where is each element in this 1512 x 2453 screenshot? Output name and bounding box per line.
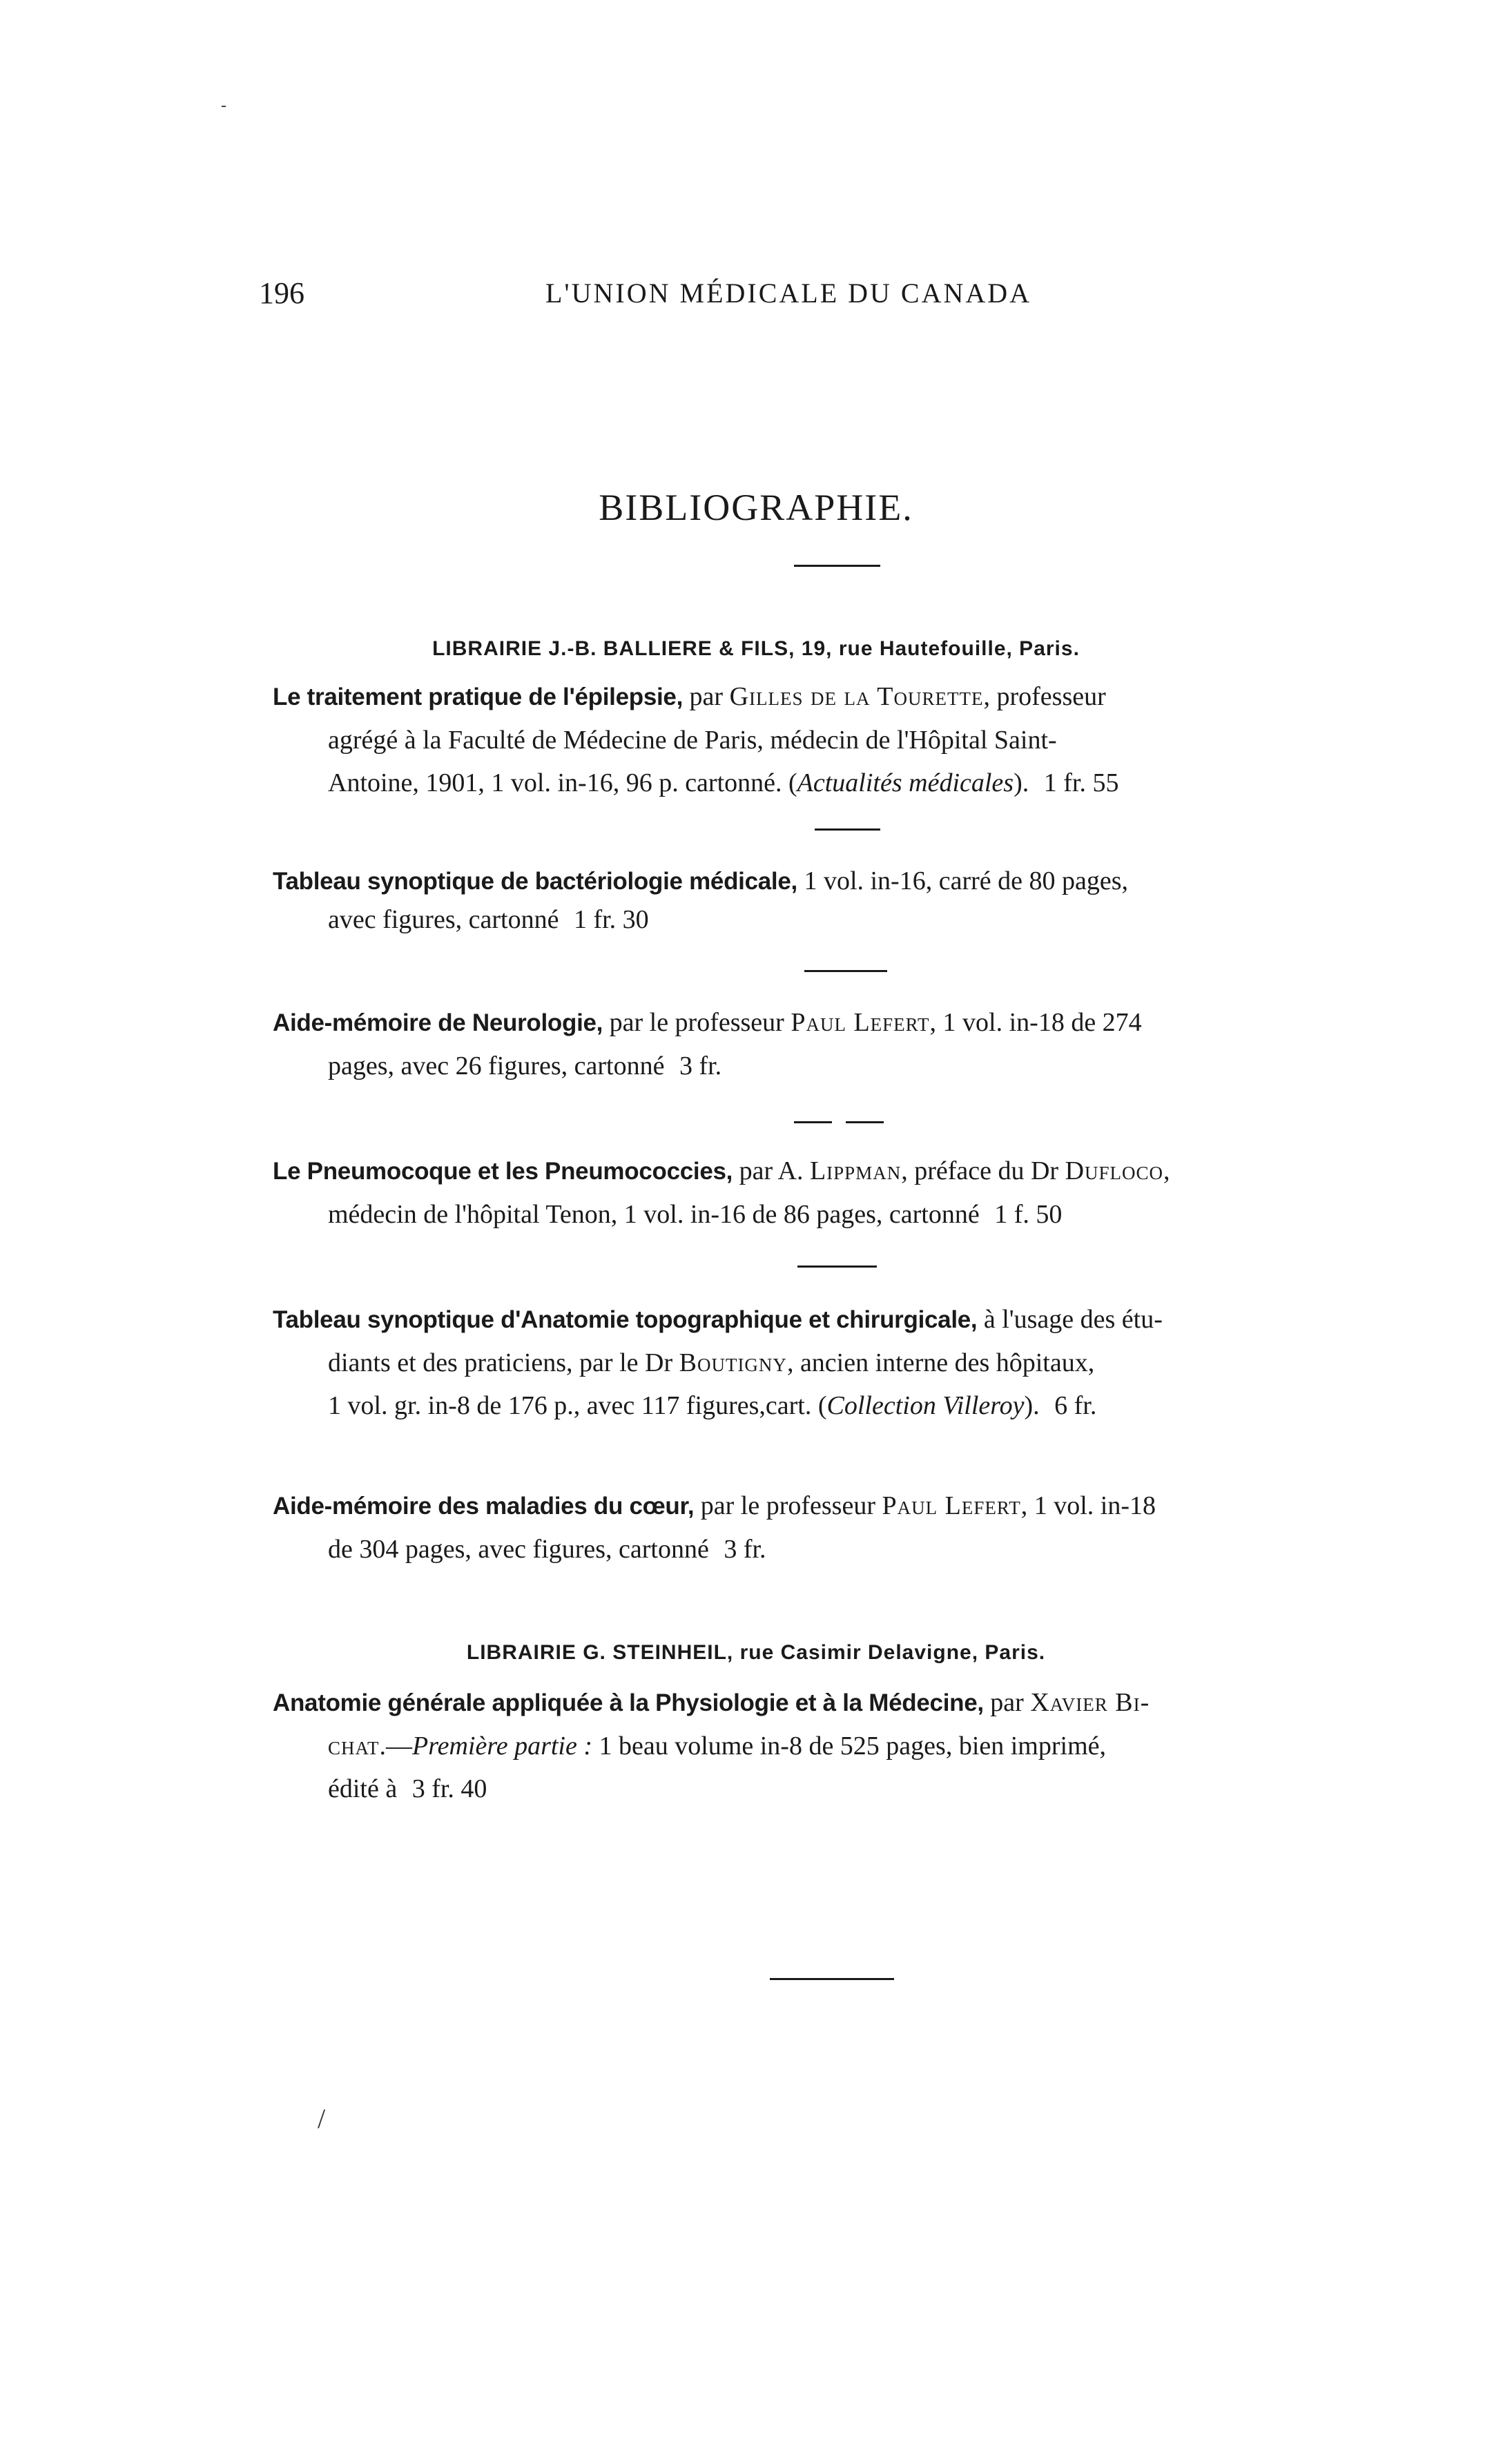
entry-series: Actualités médicales xyxy=(797,768,1014,797)
separator-rule xyxy=(815,828,880,831)
bibliography-entry xyxy=(273,1484,1412,1571)
entry-text: avec figures, cartonné xyxy=(328,905,559,934)
separator-rule xyxy=(797,1266,877,1268)
entry-series: Collection Villeroy xyxy=(826,1391,1025,1420)
entry-title: Le traitement pratique de l'épilepsie, xyxy=(273,683,684,710)
section-title: BIBLIOGRAPHIE. xyxy=(599,487,913,528)
entry-title: Le Pneumocoque et les Pneumococcies, xyxy=(273,1158,733,1185)
entry-text: par xyxy=(683,682,730,711)
entry-text: édité à xyxy=(328,1774,398,1803)
entry-text: .— xyxy=(379,1732,413,1761)
bibliography-entry xyxy=(273,1001,1412,1087)
entry-price: 3 fr. xyxy=(724,1535,766,1564)
entry-text: à l'usage des étu- xyxy=(977,1305,1163,1334)
entry-text: par xyxy=(983,1688,1031,1717)
entry-text: ). xyxy=(1014,768,1029,797)
separator-rule xyxy=(804,970,887,972)
entry-author: Boutigny xyxy=(679,1348,787,1377)
bibliography-entry xyxy=(273,860,1412,936)
entry-author: Paul Lefert xyxy=(791,1008,930,1037)
entry-price: 3 fr. 40 xyxy=(411,1774,487,1803)
entry-author: Lippman xyxy=(809,1156,902,1185)
entry-text: agrégé à la Faculté de Médecine de Paris, médecin de l'Hôpital Saint- xyxy=(328,726,1057,755)
entry-price: 1 f. 50 xyxy=(994,1200,1063,1229)
entry-text: , professeur xyxy=(983,682,1106,711)
running-head xyxy=(0,273,1512,314)
entry-text: de 304 pages, avec figures, cartonné xyxy=(328,1535,709,1564)
entry-author: chat xyxy=(328,1732,380,1761)
entry-text: , ancien interne des hôpitaux, xyxy=(786,1348,1095,1377)
publisher-heading: LIBRAIRIE G. STEINHEIL, rue Casimir Delavigne, Paris. xyxy=(466,1641,1046,1664)
entry-text: diants et des praticiens, par le Dr xyxy=(328,1348,679,1377)
bibliography-entry xyxy=(273,675,1412,804)
separator-rule xyxy=(794,1121,832,1123)
entry-author: Paul Lefert xyxy=(882,1491,1021,1520)
title-rule xyxy=(794,565,880,567)
bibliography-entry xyxy=(273,1681,1412,1810)
entry-text: 1 beau volume in-8 de 525 pages, bien imprimé, xyxy=(592,1732,1107,1761)
separator-rule xyxy=(846,1121,884,1123)
entry-series: Première partie : xyxy=(412,1732,593,1761)
entry-text: par le professeur xyxy=(694,1491,882,1520)
bibliography-entry xyxy=(273,1298,1412,1427)
entry-text: médecin de l'hôpital Tenon, 1 vol. in-16 de 86 pages, cartonné xyxy=(328,1200,980,1229)
entry-text: , 1 vol. in-18 de 274 xyxy=(929,1008,1142,1037)
entry-text: 1 vol. in-16, carré de 80 pages, xyxy=(797,866,1129,895)
entry-text: par le professeur xyxy=(603,1008,791,1037)
entry-price: 1 fr. 55 xyxy=(1043,768,1119,797)
entry-text: , xyxy=(1163,1156,1170,1185)
entry-price: 3 fr. xyxy=(679,1051,722,1080)
print-speck: / xyxy=(318,2103,326,2134)
entry-author: Gilles de la Tourette xyxy=(729,682,984,711)
end-rule xyxy=(770,1978,894,1980)
entry-title: Tableau synoptique de bactériologie médicale, xyxy=(273,868,797,895)
publisher-heading: LIBRAIRIE J.-B. BALLIERE & FILS, 19, rue Hautefouille, Paris. xyxy=(432,637,1080,660)
entry-text: Antoine, 1901, 1 vol. in-16, 96 p. cartonné. ( xyxy=(328,768,797,797)
page-number: 196 xyxy=(259,276,304,310)
entry-title: Anatomie générale appliquée à la Physiologie et à la Médecine, xyxy=(273,1689,984,1716)
bibliography-entry xyxy=(273,1150,1412,1236)
print-speck: - xyxy=(221,97,226,115)
entry-title: Tableau synoptique d'Anatomie topographique et chirurgicale, xyxy=(273,1306,978,1333)
entry-title: Aide-mémoire des maladies du cœur, xyxy=(273,1493,695,1520)
entry-text: , préface du Dr xyxy=(901,1156,1065,1185)
entry-price: 6 fr. xyxy=(1054,1391,1097,1420)
entry-text: 1 vol. gr. in-8 de 176 p., avec 117 figures,cart. ( xyxy=(328,1391,827,1420)
entry-author: Dufloco xyxy=(1065,1156,1164,1185)
entry-text: par A. xyxy=(733,1156,810,1185)
journal-title: L'UNION MÉDICALE DU CANADA xyxy=(545,278,1032,309)
entry-author: Xavier Bi- xyxy=(1030,1688,1150,1717)
entry-text: , 1 vol. in-18 xyxy=(1020,1491,1156,1520)
entry-text: pages, avec 26 figures, cartonné xyxy=(328,1051,665,1080)
entry-text: ). xyxy=(1024,1391,1040,1420)
entry-price: 1 fr. 30 xyxy=(573,905,649,934)
entry-title: Aide-mémoire de Neurologie, xyxy=(273,1009,603,1036)
